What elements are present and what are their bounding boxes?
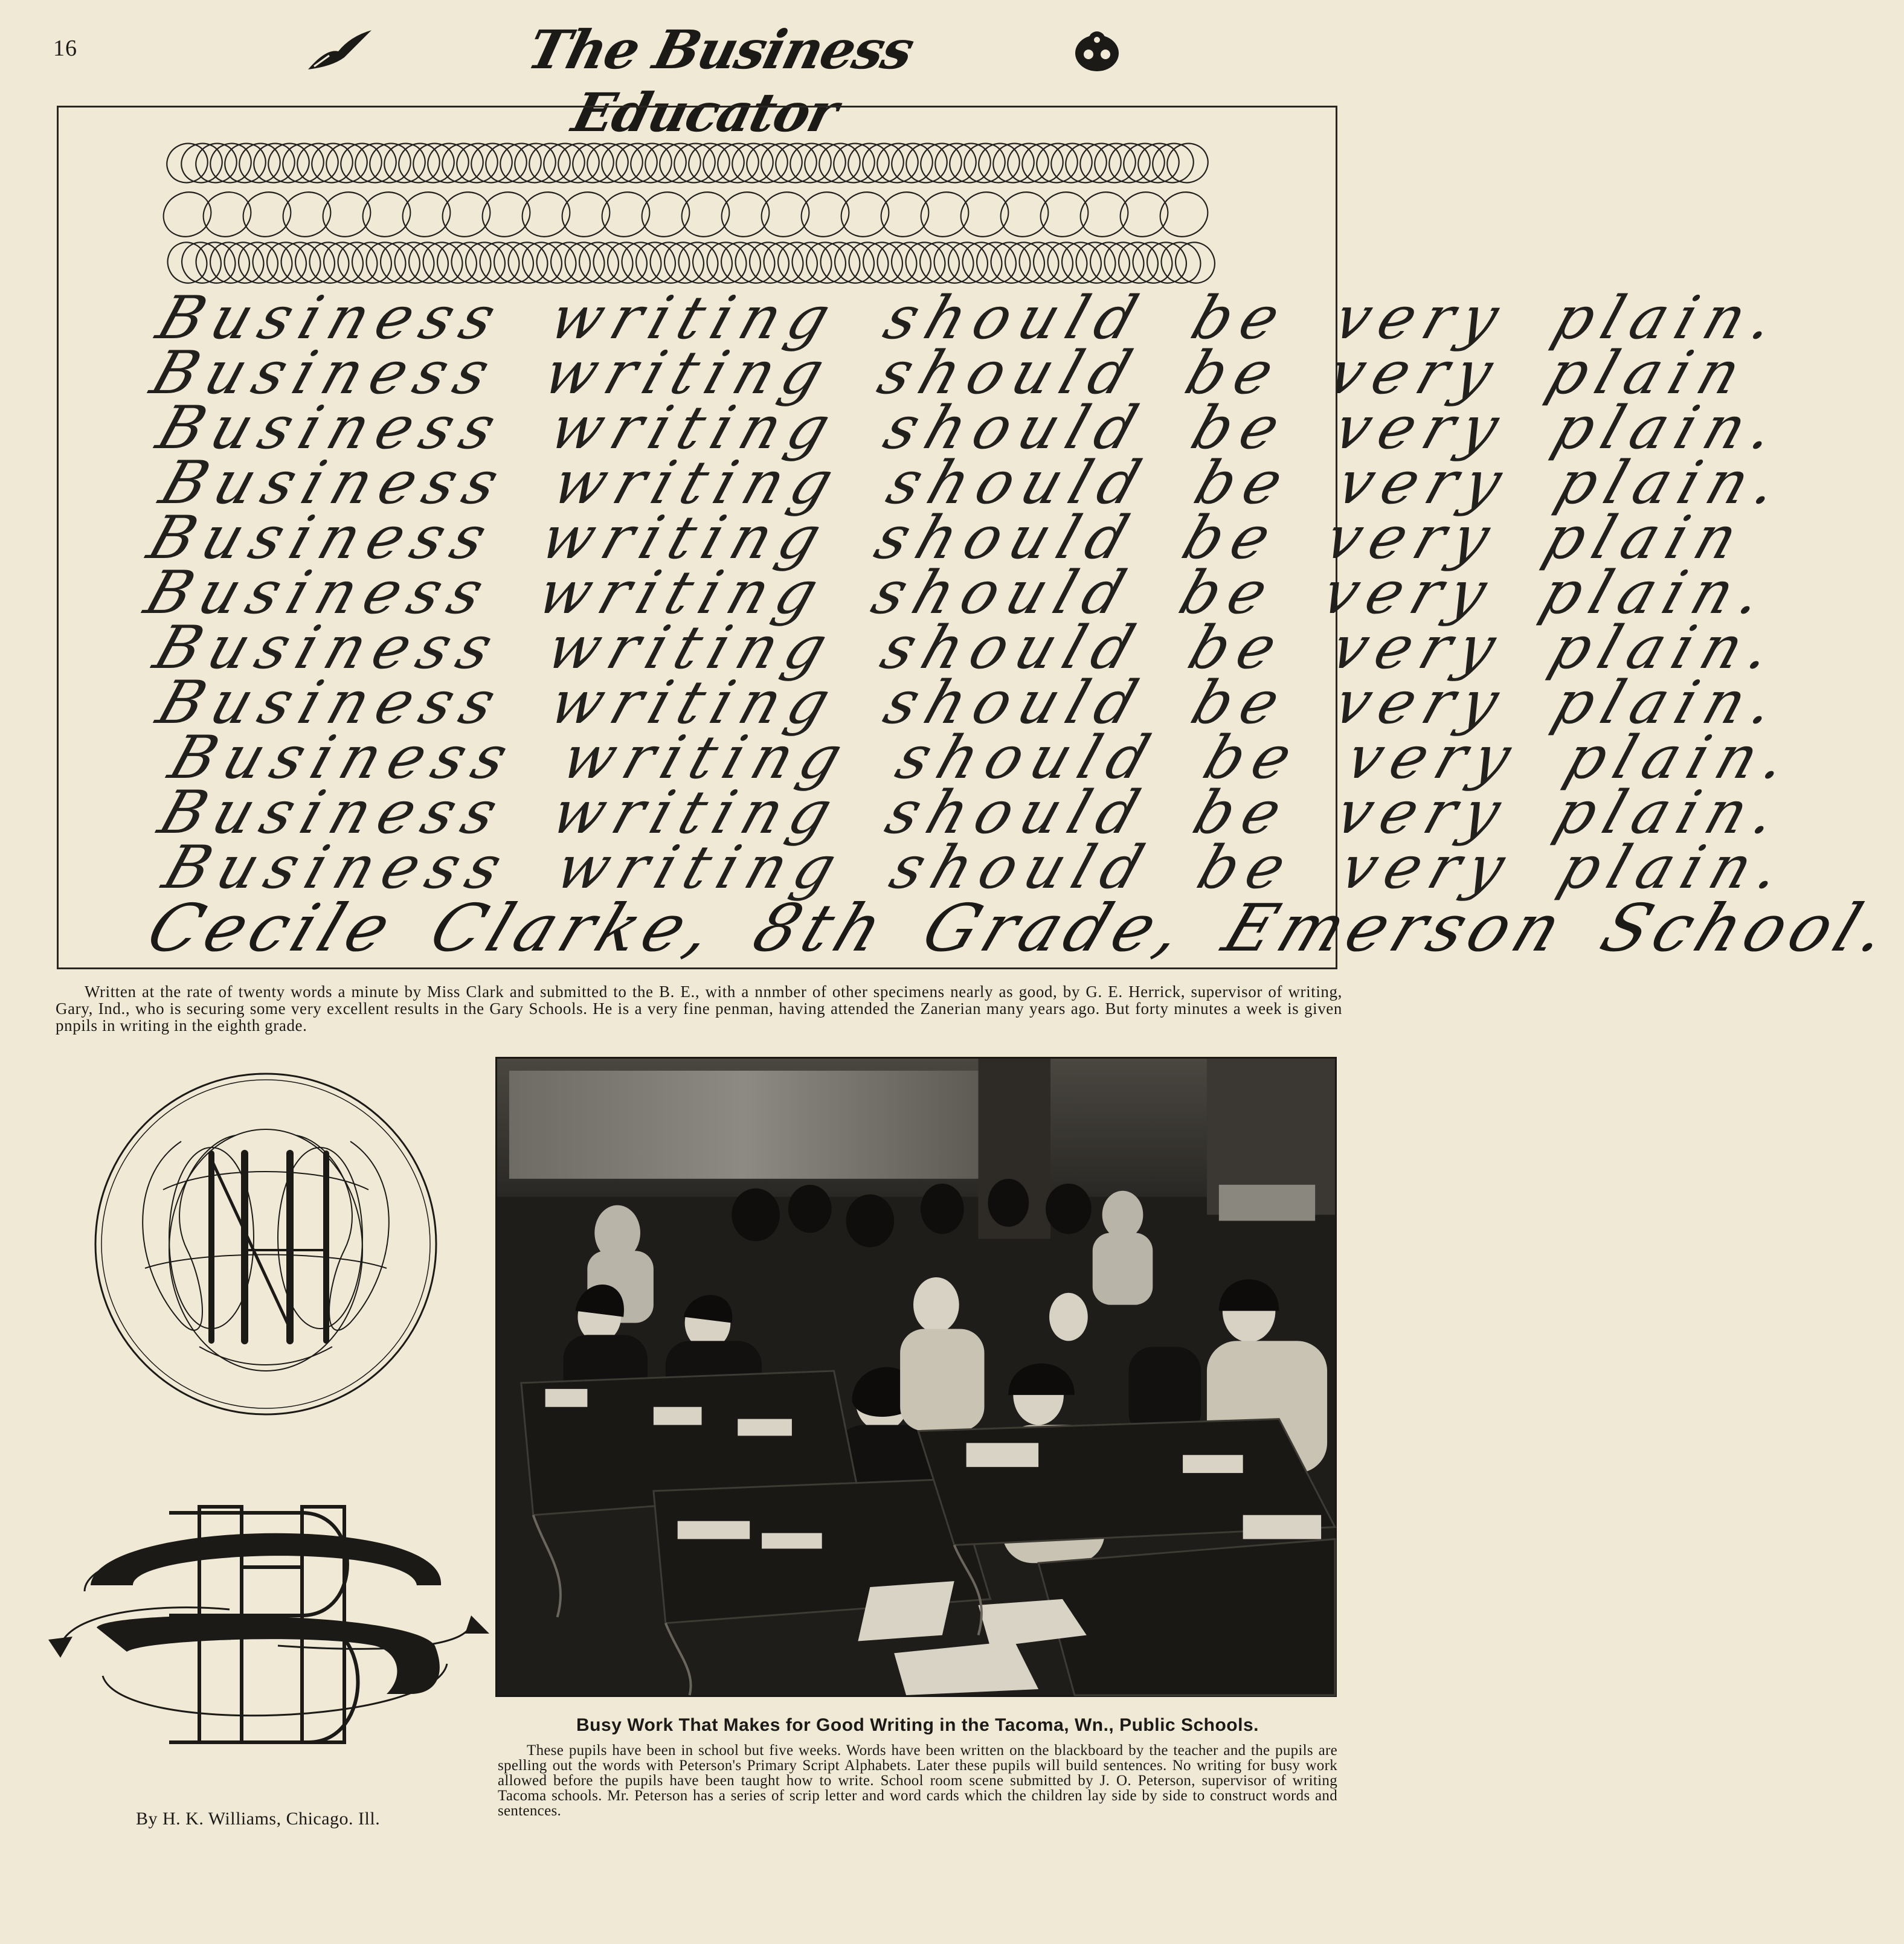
- quill-icon: [302, 24, 375, 79]
- script-line: Business writing should be very plain.: [150, 778, 1795, 847]
- script-line: Business writing should be very plain.: [146, 614, 1790, 682]
- oval-drill-exercise: [163, 136, 1250, 293]
- script-line: Business writing should be very plain.: [137, 559, 1781, 627]
- script-line: Business writing should be very plain.: [152, 449, 1796, 518]
- specimen-caption: Written at the rate of twenty words a minute by Miss Clark and submitted to the B. E., with a nnmber of other specimens nearly as good, by G. E. Herrick, supervisor of writing, Gary, Ind., who is securing some very excellent results in the Gary Schools. He is a very fine penman, having attended the Zanerian many years ago. But forty minutes a week is given pnpils in writing in the eighth grade.: [56, 983, 1342, 1035]
- photo-caption: These pupils have been in school but five weeks. Words have been written on the blackboard by the teacher and the pupils are spelling out the words with Peterson's Primary Script Alphabets. Later these pupils will build sentences. No writing for busy work allowed before the pupils have been taught how to write. School room scene submitted by J. O. Peterson, supervisor of writing Tacoma schools. Mr. Peterson has a series of scrip letter and word cards which the children lay side by side to construct words and sentences.: [498, 1742, 1337, 1819]
- classroom-photo: [495, 1057, 1337, 1697]
- masthead-title: The Business Educator: [521, 18, 920, 144]
- monogram-credit: By H. K. Williams, Chicago. Ill.: [136, 1809, 381, 1829]
- script-line: Business writing should be very plain.: [149, 284, 1793, 353]
- script-line: Business writing should be very plain.: [149, 669, 1793, 737]
- emblem-icon: [1073, 27, 1121, 75]
- photo-heading: Busy Work That Makes for Good Writing in the Tacoma, Wn., Public Schools.: [576, 1715, 1259, 1735]
- page-number: 16: [53, 36, 77, 61]
- script-line: Business writing should be very plain.: [155, 833, 1799, 902]
- script-line: Business writing should be very plain.: [161, 723, 1806, 792]
- block-monogram: [48, 1495, 489, 1754]
- script-line: Business writing should be very plain.: [149, 394, 1793, 463]
- script-line: Business writing should be very plain: [143, 339, 1759, 408]
- signature: Cecile Clarke, 8th Grade, Emerson School.: [137, 891, 1904, 966]
- circular-monogram: [91, 1069, 441, 1419]
- script-line: Business writing should be very plain: [140, 504, 1756, 573]
